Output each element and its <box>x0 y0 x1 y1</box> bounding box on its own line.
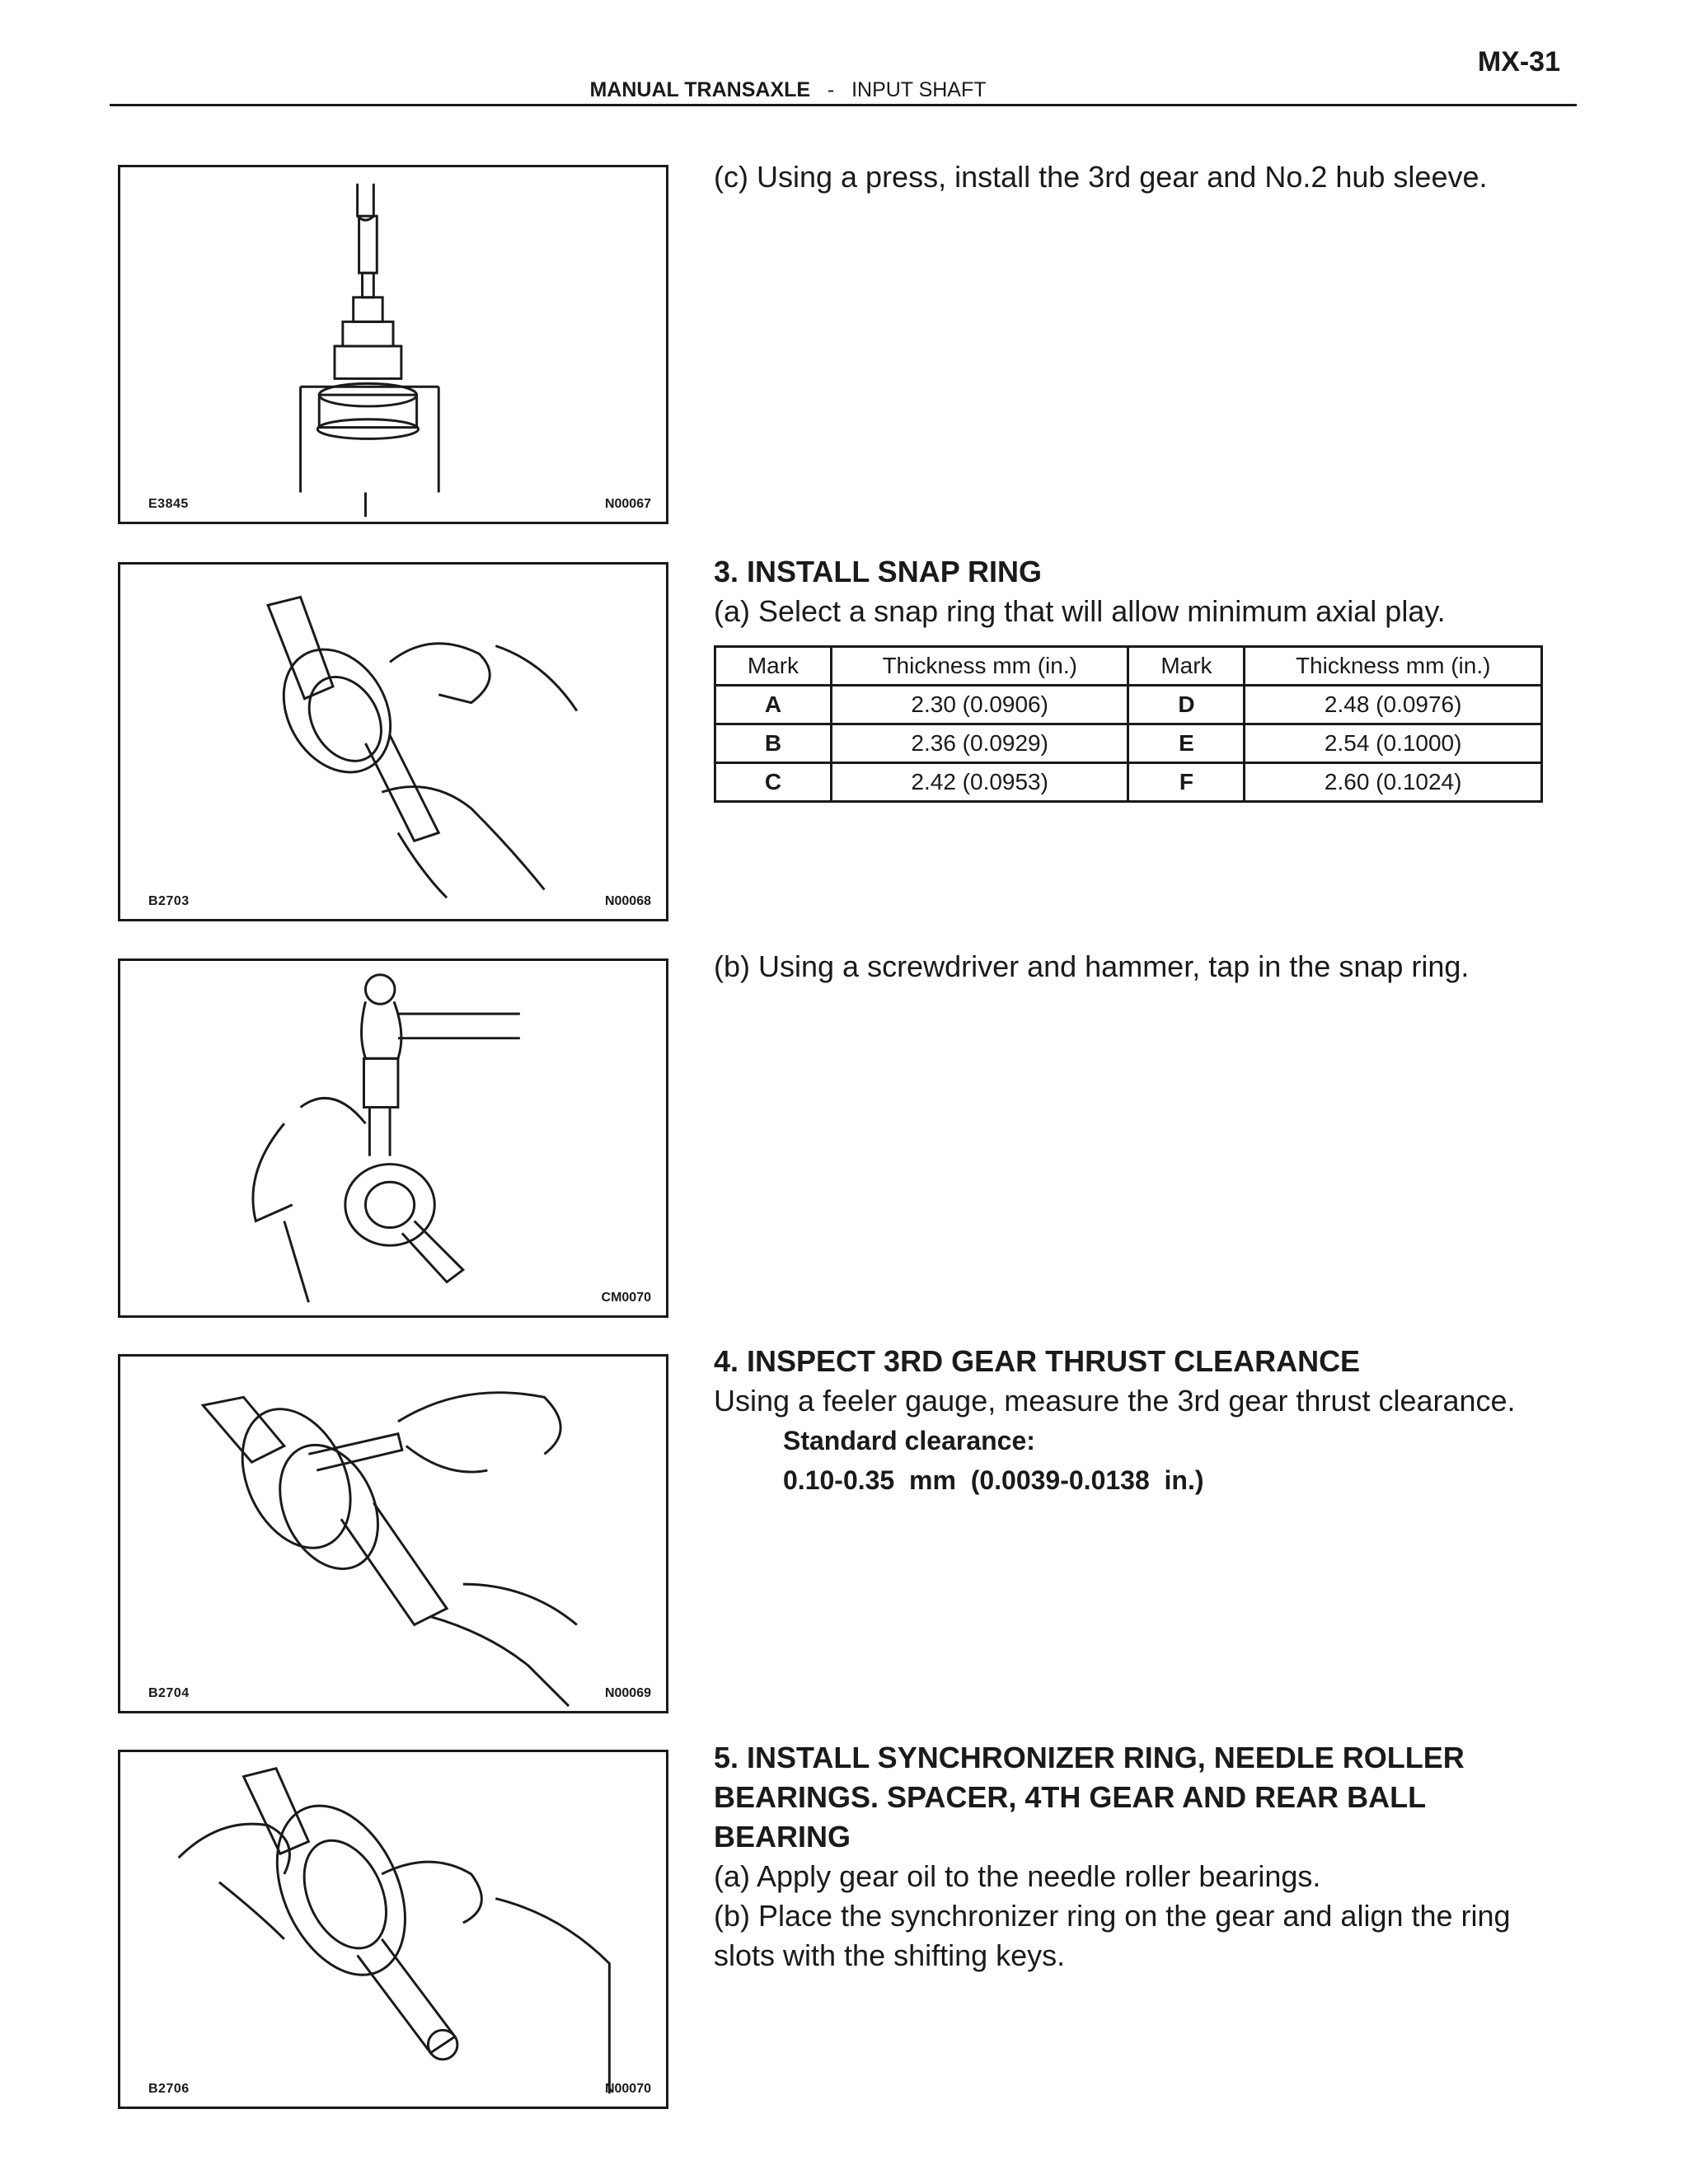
table-header-cell: Mark <box>1128 647 1245 686</box>
feeler-gauge-illustration <box>120 1357 666 1711</box>
table-cell-thickness: 2.60 (0.1024) <box>1245 763 1542 802</box>
table-row <box>715 763 1542 802</box>
table-cell-mark: B <box>715 724 832 763</box>
table-cell-mark: C <box>715 763 832 802</box>
header-separator: - <box>827 78 835 101</box>
table-cell-mark: F <box>1128 763 1245 802</box>
figure-code: B2703 <box>148 894 190 908</box>
step-3b-text: (b) Using a screwdriver and hammer, tap in the snap ring. <box>714 949 1470 983</box>
figure-synchronizer-install <box>118 1750 668 2109</box>
table-cell-mark: D <box>1128 686 1245 724</box>
step-3-block <box>714 552 1546 631</box>
hammer-tap-illustration <box>120 961 666 1315</box>
table-cell-mark: E <box>1128 724 1245 763</box>
press-install-illustration <box>120 167 666 522</box>
figure-hammer-tap <box>118 958 668 1318</box>
table-cell-mark: A <box>715 686 832 724</box>
figure-press-install <box>118 165 668 524</box>
table-row <box>715 686 1542 724</box>
table-row <box>715 724 1542 763</box>
figure-code: B2706 <box>148 2082 190 2096</box>
table-cell-thickness: 2.42 (0.0953) <box>831 763 1128 802</box>
table-header-cell: Mark <box>715 647 832 686</box>
step-4-block <box>714 1342 1546 1500</box>
figure-ref: N00067 <box>604 497 651 511</box>
table-header-row <box>715 647 1542 686</box>
synchronizer-illustration <box>120 1752 666 2107</box>
page-number: MX-31 <box>1477 46 1560 77</box>
table-cell-thickness: 2.54 (0.1000) <box>1245 724 1542 763</box>
step-5a-text: (a) Apply gear oil to the needle roller bearings. <box>714 1859 1321 1893</box>
step-2c-text: (c) Using a press, install the 3rd gear and No.2 hub sleeve. <box>714 160 1488 194</box>
header-section: MANUAL TRANSAXLE <box>589 78 811 101</box>
step-3a-text: (a) Select a snap ring that will allow minimum axial play. <box>714 594 1446 628</box>
figure-feeler-gauge <box>118 1354 668 1713</box>
step-5-heading: 5. INSTALL SYNCHRONIZER RING, NEEDLE ROLLER BEARINGS. SPACER, 4TH GEAR AND REAR BALL BEARING <box>714 1741 1465 1854</box>
step-5-block <box>714 1738 1546 1975</box>
figure-code: E3845 <box>148 497 189 511</box>
figure-code: B2704 <box>148 1686 190 1700</box>
table-header-cell: Thickness mm (in.) <box>1245 647 1542 686</box>
step-4-body: Using a feeler gauge, measure the 3rd gear thrust clearance. <box>714 1384 1516 1418</box>
header-rule <box>110 104 1577 106</box>
snap-ring-illustration <box>120 565 666 919</box>
table-header-cell: Thickness mm (in.) <box>831 647 1128 686</box>
figure-ref: N00069 <box>604 1686 651 1700</box>
header-title <box>0 78 1576 102</box>
spec-value: 0.10-0.35 mm (0.0039-0.0138 in.) <box>783 1465 1204 1495</box>
step-5b-text: (b) Place the synchronizer ring on the gear and align the ring slots with the shifting keys. <box>714 1899 1511 1972</box>
figure-ref: CM0070 <box>601 1291 651 1305</box>
step-3-heading: 3. INSTALL SNAP RING <box>714 555 1043 588</box>
snap-ring-table <box>714 645 1543 803</box>
table-cell-thickness: 2.48 (0.0976) <box>1245 686 1542 724</box>
figure-snap-ring-select <box>118 562 668 921</box>
step-4-heading: 4. INSPECT 3RD GEAR THRUST CLEARANCE <box>714 1344 1361 1378</box>
spec-label: Standard clearance: <box>783 1426 1035 1455</box>
figure-ref: N00070 <box>604 2082 651 2096</box>
table-cell-thickness: 2.30 (0.0906) <box>831 686 1128 724</box>
table-cell-thickness: 2.36 (0.0929) <box>831 724 1128 763</box>
header-subsection: INPUT SHAFT <box>851 78 987 101</box>
figure-ref: N00068 <box>604 894 651 908</box>
